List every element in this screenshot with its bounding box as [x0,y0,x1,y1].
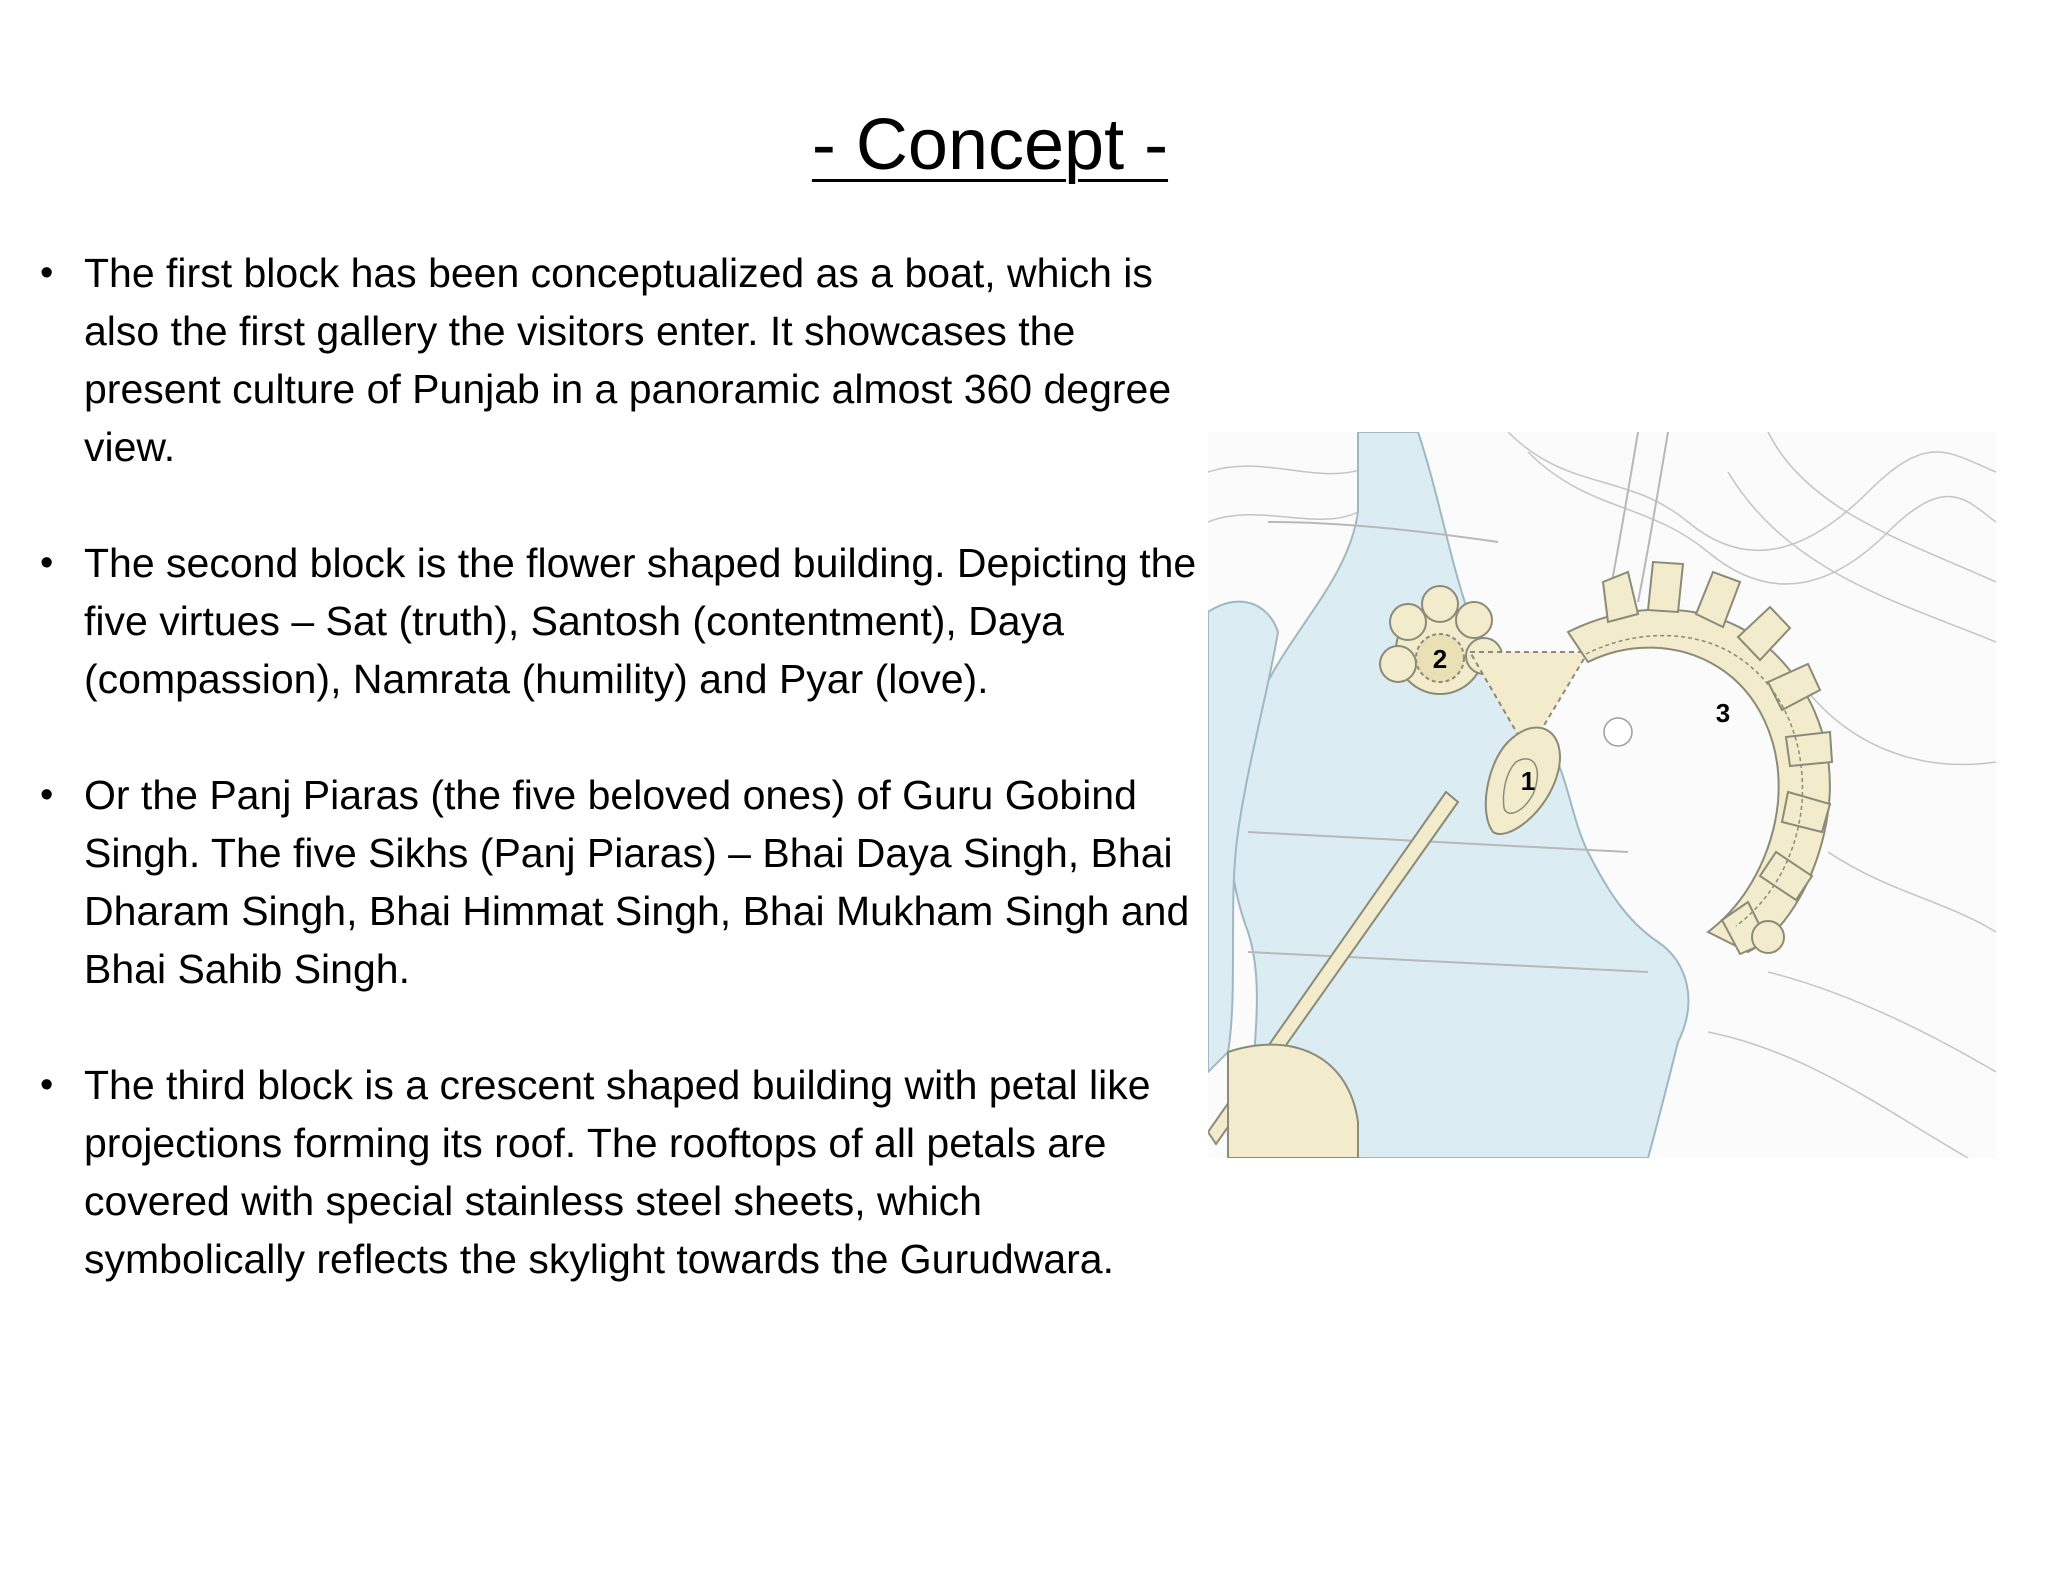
map-label-2: 2 [1432,644,1448,674]
map-label-1: 1 [1520,766,1536,796]
bullet-icon: • [40,1064,54,1106]
slide-title: - Concept - [811,105,1169,185]
bullet-icon: • [40,252,54,294]
bullet-text: Or the Panj Piaras (the five beloved ones) of Guru Gobind Singh. The five Sikhs (Panj Piaras) – Bhai Daya Singh, Bhai Dharam Singh, Bhai Himmat Singh, Bhai Mukham Singh and Bhai Sahib Singh. [84,772,1190,992]
bullet-icon: • [40,542,54,584]
site-plan-image [1208,432,1996,1158]
map-label-3: 3 [1715,698,1731,728]
bullet-item-crescent [38,1056,1208,1288]
bullet-list [38,244,1208,1346]
bullet-text: The second block is the flower shaped building. Depicting the five virtues – Sat (truth), Santosh (contentment), Daya (compassion), Namrata (humility) and Pyar (love). [84,540,1197,702]
bullet-item-boat [38,244,1208,476]
bullet-item-panj-piaras [38,766,1208,998]
bullet-item-flower [38,534,1208,708]
site-plan-drawing [1208,432,1996,1158]
bullet-text: The third block is a crescent shaped building with petal like projections forming its roof. The rooftops of all petals are covered with special stainless steel sheets, which symbolically reflects the skylight towards the Gurudwara. [84,1062,1151,1282]
bullet-text: The first block has been conceptualized as a boat, which is also the first gallery the visitors enter. It showcases the present culture of Punjab in a panoramic almost 360 degree view. [84,250,1172,470]
bullet-icon: • [40,774,54,816]
